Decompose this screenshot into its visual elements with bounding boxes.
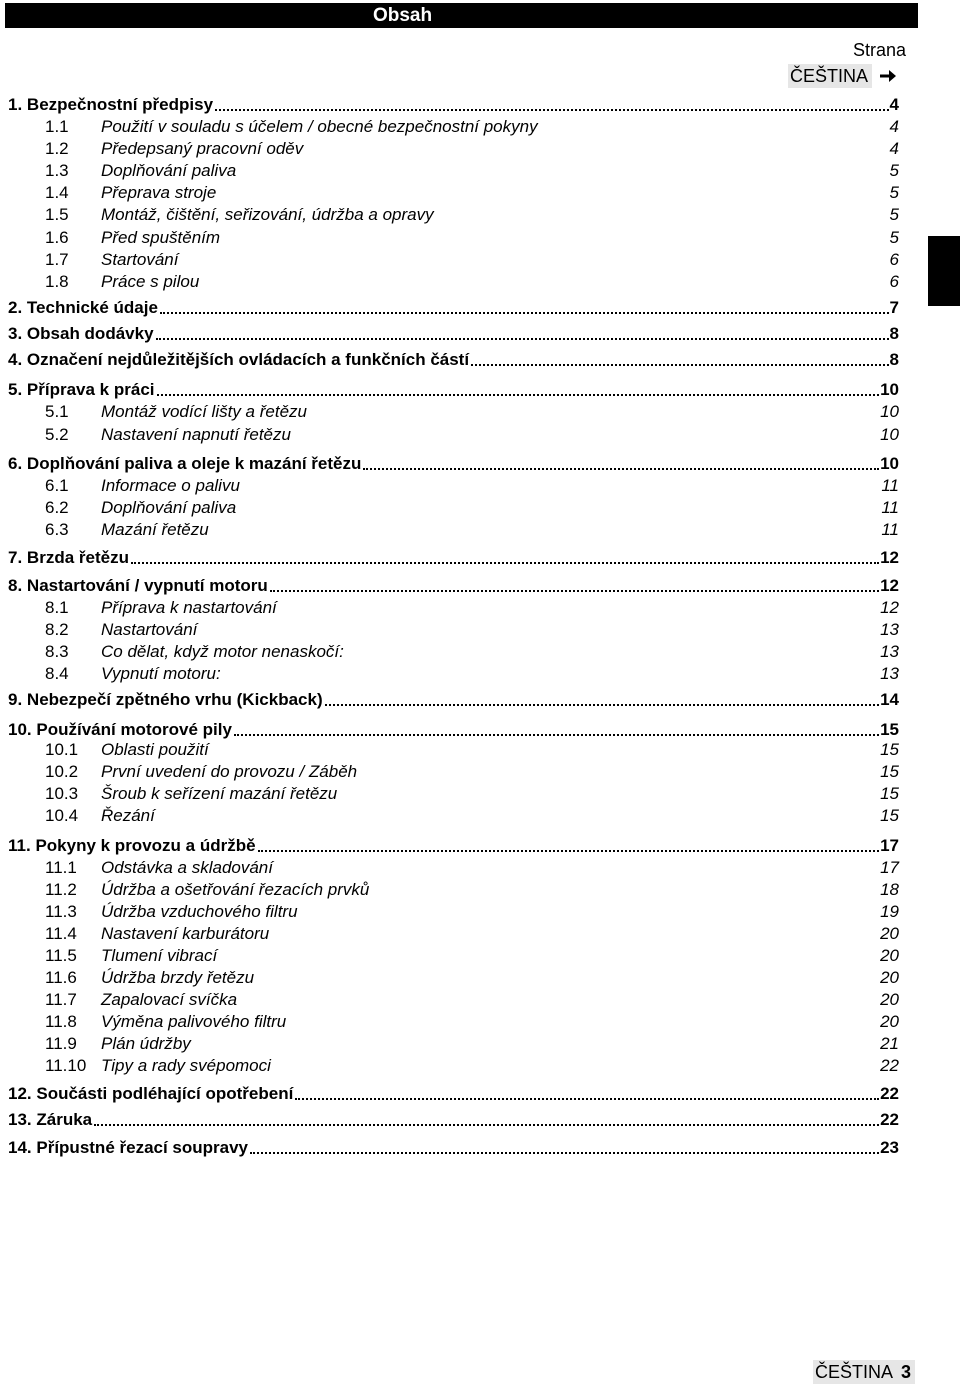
toc-title: Nastartování	[101, 620, 198, 639]
toc-page-number: 4	[889, 139, 899, 158]
toc-chapter[interactable]	[8, 718, 899, 740]
toc-title: Záruka	[36, 1110, 93, 1129]
toc-section[interactable]	[45, 596, 899, 618]
toc-number: 10.	[8, 720, 32, 739]
toc-section[interactable]	[45, 922, 899, 944]
toc-section[interactable]	[45, 966, 899, 988]
toc-chapter[interactable]	[8, 1082, 899, 1104]
toc-section[interactable]	[45, 248, 899, 270]
toc-title: Před spuštěním	[101, 228, 221, 247]
toc-section[interactable]	[45, 618, 899, 640]
toc-number: 5.2	[45, 425, 69, 444]
toc-number: 11.10	[45, 1056, 87, 1075]
toc-number: 9.	[8, 690, 23, 709]
page-title: Obsah	[372, 5, 433, 26]
toc-page-number: 15	[880, 784, 899, 803]
toc-number: 6.3	[45, 520, 69, 539]
toc-title: Příprava k práci	[26, 380, 155, 399]
toc-page-number: 11	[881, 498, 899, 517]
toc-section[interactable]	[45, 159, 899, 181]
toc-number: 11.6	[45, 968, 77, 987]
toc-page-number: 11	[881, 520, 899, 539]
toc-number: 1.1	[45, 117, 69, 136]
toc-page-number: 5	[889, 205, 899, 224]
toc-number: 1.7	[45, 250, 69, 269]
toc-title: Tlumení vibrací	[101, 946, 218, 965]
toc-number: 11.8	[45, 1012, 77, 1031]
toc-number: 2.	[8, 298, 23, 317]
toc-number: 1.	[8, 95, 23, 114]
toc-leader-dots	[270, 590, 879, 592]
toc-number: 11.7	[45, 990, 77, 1009]
toc-page-number: 20	[880, 990, 899, 1009]
toc-title: Označení nejdůležitějších ovládacích a funkčních částí	[26, 350, 470, 369]
toc-section[interactable]	[45, 181, 899, 203]
toc-leader-dots	[471, 364, 888, 366]
toc-title: Montáž vodící lišty a řetězu	[101, 402, 307, 421]
toc-page-number: 4	[889, 117, 899, 136]
toc-title: Co dělat, když motor nenaskočí:	[101, 642, 344, 661]
toc-number: 13.	[8, 1110, 32, 1129]
toc-number: 6.1	[45, 476, 69, 495]
toc-page-number: 15	[880, 762, 899, 781]
toc-leader-dots	[156, 338, 889, 340]
toc-chapter[interactable]	[8, 688, 899, 710]
toc-chapter[interactable]	[8, 378, 899, 400]
toc-title: Použití v souladu s účelem / obecné bezpečnostní pokyny	[101, 117, 538, 136]
toc-title: Šroub k seřízení mazání řetězu	[101, 784, 338, 803]
toc-chapter[interactable]	[8, 348, 899, 370]
toc-section[interactable]	[45, 115, 899, 137]
toc-title: Tipy a rady svépomoci	[101, 1056, 271, 1075]
toc-section[interactable]	[45, 474, 899, 496]
toc-number: 1.6	[45, 228, 69, 247]
toc-section[interactable]	[45, 804, 899, 826]
toc-title: Technické údaje	[26, 298, 158, 317]
toc-title: Plán údržby	[101, 1034, 191, 1053]
toc-number: 6.	[8, 454, 23, 473]
toc-title: Údržba a ošetřování řezacích prvků	[101, 880, 370, 899]
toc-section[interactable]	[45, 856, 899, 878]
toc-title: Doplňování paliva	[101, 161, 237, 180]
toc-title: Montáž, čištění, seřizování, údržba a opravy	[101, 205, 434, 224]
toc-number: 1.5	[45, 205, 69, 224]
toc-page-number: 20	[880, 968, 899, 987]
toc-page-number: 8	[889, 324, 899, 343]
toc-number: 11.4	[45, 924, 77, 943]
toc-number: 10.2	[45, 762, 79, 781]
toc-title: Oblasti použití	[101, 740, 209, 759]
section-tab-marker	[928, 236, 960, 306]
toc-page-number: 10	[880, 425, 899, 444]
toc-title: Odstávka a skladování	[101, 858, 273, 877]
toc-number: 3.	[8, 324, 23, 343]
toc-page-number: 22	[880, 1056, 899, 1075]
toc-number: 11.5	[45, 946, 77, 965]
toc-chapter[interactable]	[8, 296, 899, 318]
toc-number: 12.	[8, 1084, 32, 1103]
toc-number: 8.4	[45, 664, 69, 683]
toc-page-number: 4	[889, 95, 899, 114]
toc-section[interactable]	[45, 400, 899, 422]
toc-title: Používání motorové pily	[36, 720, 232, 739]
toc-number: 5.	[8, 380, 23, 399]
toc-number: 10.3	[45, 784, 79, 803]
toc-title: Mazání řetězu	[101, 520, 209, 539]
toc-chapter[interactable]	[8, 546, 899, 568]
toc-page-number: 12	[880, 576, 899, 595]
toc-title: Údržba brzdy řetězu	[101, 968, 255, 987]
toc-title: Příprava k nastartování	[101, 598, 277, 617]
toc-title: První uvedení do provozu / Záběh	[101, 762, 358, 781]
footer-language: ČEŠTINA	[814, 1361, 893, 1382]
toc-section[interactable]	[45, 900, 899, 922]
toc-section[interactable]	[45, 137, 899, 159]
toc-chapter[interactable]	[8, 452, 899, 474]
toc-leader-dots	[363, 468, 879, 470]
toc-section[interactable]	[45, 944, 899, 966]
toc-section[interactable]	[45, 423, 899, 445]
toc-page-number: 12	[880, 548, 899, 567]
toc-title: Součásti podléhající opotřebení	[36, 1084, 294, 1103]
toc-chapter[interactable]	[8, 322, 899, 344]
toc-title: Vypnutí motoru:	[101, 664, 221, 683]
toc-number: 1.3	[45, 161, 69, 180]
toc-section[interactable]	[45, 640, 899, 662]
toc-title: Nebezpečí zpětného vrhu (Kickback)	[26, 690, 323, 709]
toc-title: Doplňování paliva	[101, 498, 237, 517]
toc-page-number: 17	[880, 858, 899, 877]
toc-page-number: 21	[880, 1034, 899, 1053]
toc-leader-dots	[160, 312, 889, 314]
toc-page-number: 14	[880, 690, 899, 709]
toc-number: 8.3	[45, 642, 69, 661]
toc-page-number: 13	[880, 664, 899, 683]
toc-title: Přípustné řezací soupravy	[36, 1138, 249, 1157]
toc-leader-dots	[258, 850, 880, 852]
toc-chapter[interactable]	[8, 574, 899, 596]
language-indicator	[788, 64, 898, 88]
toc-page-number: 10	[880, 380, 899, 399]
toc-leader-dots	[234, 734, 879, 736]
toc-section[interactable]	[45, 270, 899, 292]
toc-number: 1.4	[45, 183, 69, 202]
toc-chapter[interactable]	[8, 834, 899, 856]
toc-page-number: 10	[880, 454, 899, 473]
toc-page-number: 20	[880, 924, 899, 943]
toc-leader-dots	[215, 109, 889, 111]
toc-number: 1.2	[45, 139, 69, 158]
toc-page-number: 13	[880, 642, 899, 661]
toc-chapter[interactable]	[8, 1108, 899, 1130]
toc-section[interactable]	[45, 782, 899, 804]
toc-number: 11.1	[45, 858, 77, 877]
toc-number: 7.	[8, 548, 23, 567]
toc-number: 11.2	[45, 880, 77, 899]
toc-title: Zapalovací svíčka	[101, 990, 238, 1009]
toc-title: Brzda řetězu	[26, 548, 129, 567]
toc-leader-dots	[157, 394, 880, 396]
toc-title: Řezání	[101, 806, 155, 825]
toc-leader-dots	[325, 704, 879, 706]
toc-page-number: 23	[880, 1138, 899, 1157]
toc-page-number: 5	[889, 161, 899, 180]
toc-page-number: 6	[889, 272, 899, 291]
toc-number: 6.2	[45, 498, 69, 517]
toc-section[interactable]	[45, 988, 899, 1010]
toc-page-number: 15	[880, 740, 899, 759]
toc-page-number: 18	[880, 880, 899, 899]
title-bar	[5, 3, 918, 28]
toc-number: 8.1	[45, 598, 69, 617]
page-footer	[813, 1360, 915, 1384]
toc-page-number: 6	[889, 250, 899, 269]
toc-title: Nastavení karburátoru	[101, 924, 270, 943]
toc-section[interactable]	[45, 662, 899, 684]
footer-page-number: 3	[900, 1361, 911, 1382]
toc-title: Nastartování / vypnutí motoru	[26, 576, 268, 595]
toc-section[interactable]	[45, 203, 899, 225]
toc-number: 1.8	[45, 272, 69, 291]
toc-number: 8.	[8, 576, 23, 595]
toc-page-number: 5	[889, 183, 899, 202]
toc-page-number: 7	[889, 298, 899, 317]
toc-page-number: 8	[889, 350, 899, 369]
toc-chapter[interactable]	[8, 1136, 899, 1158]
toc-page-number: 13	[880, 620, 899, 639]
page-column-label: Strana	[852, 40, 906, 60]
toc-title: Bezpečnostní předpisy	[26, 95, 214, 114]
toc-page-number: 15	[880, 806, 899, 825]
toc-title: Startování	[101, 250, 179, 269]
toc-title: Přeprava stroje	[101, 183, 217, 202]
toc-section[interactable]	[45, 496, 899, 518]
toc-number: 5.1	[45, 402, 69, 421]
toc-page-number: 22	[880, 1110, 899, 1129]
toc-section[interactable]	[45, 1010, 899, 1032]
toc-page-number: 17	[880, 836, 899, 855]
toc-leader-dots	[94, 1124, 879, 1126]
toc-title: Nastavení napnutí řetězu	[101, 425, 291, 444]
language-label: ČEŠTINA	[788, 64, 872, 88]
toc-title: Údržba vzduchového filtru	[101, 902, 298, 921]
toc-title: Práce s pilou	[101, 272, 200, 291]
toc-leader-dots	[250, 1152, 879, 1154]
toc-number: 11.9	[45, 1034, 77, 1053]
toc-section[interactable]	[45, 1032, 899, 1054]
toc-number: 10.4	[45, 806, 79, 825]
toc-section[interactable]	[45, 760, 899, 782]
toc-page-number: 11	[881, 476, 899, 495]
toc-number: 10.1	[45, 740, 79, 759]
toc-section[interactable]	[45, 878, 899, 900]
toc-section[interactable]	[45, 1054, 899, 1076]
toc-page-number: 22	[880, 1084, 899, 1103]
toc-section[interactable]	[45, 738, 899, 760]
toc-title: Výměna palivového filtru	[101, 1012, 287, 1031]
toc-page-number: 10	[880, 402, 899, 421]
toc-leader-dots	[295, 1098, 879, 1100]
toc-number: 8.2	[45, 620, 69, 639]
toc-chapter[interactable]	[8, 93, 899, 115]
toc-title: Informace o palivu	[101, 476, 240, 495]
toc-page-number: 19	[880, 902, 899, 921]
toc-title: Pokyny k provozu a údržbě	[35, 836, 256, 855]
arrow-right-icon	[878, 68, 898, 84]
toc-page-number: 12	[880, 598, 899, 617]
toc-page-number: 15	[880, 720, 899, 739]
toc-leader-dots	[131, 562, 879, 564]
toc-section[interactable]	[45, 518, 899, 540]
toc-number: 14.	[8, 1138, 32, 1157]
toc-page-number: 20	[880, 946, 899, 965]
toc-page-number: 20	[880, 1012, 899, 1031]
toc-section[interactable]	[45, 226, 899, 248]
toc-title: Obsah dodávky	[26, 324, 154, 343]
toc-title: Předepsaný pracovní oděv	[101, 139, 304, 158]
toc-title: Doplňování paliva a oleje k mazání řetězu	[26, 454, 362, 473]
toc-number: 4.	[8, 350, 23, 369]
toc-number: 11.	[8, 836, 31, 855]
toc-page-number: 5	[889, 228, 899, 247]
toc-number: 11.3	[45, 902, 77, 921]
